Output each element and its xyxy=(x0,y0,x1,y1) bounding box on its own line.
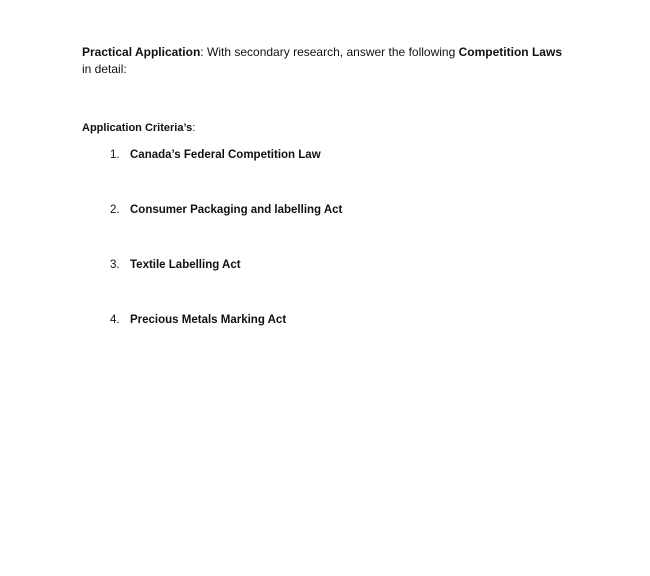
criteria-item-number: 2. xyxy=(110,204,120,216)
criteria-item xyxy=(110,313,342,368)
criteria-item-text: Precious Metals Marking Act xyxy=(130,314,287,326)
criteria-heading-label: Application Criteria’s xyxy=(82,122,193,134)
criteria-item-number: 1. xyxy=(110,149,120,161)
criteria-list xyxy=(110,148,342,368)
intro-label-colon: : xyxy=(200,45,204,59)
intro-text-before: With secondary research, answer the following xyxy=(203,45,459,59)
intro-paragraph xyxy=(82,44,562,78)
criteria-item xyxy=(110,203,342,258)
intro-emphasis: Competition Laws xyxy=(458,45,562,59)
criteria-heading-colon: : xyxy=(192,122,196,134)
criteria-heading xyxy=(82,121,195,135)
intro-label: Practical Application xyxy=(82,45,201,59)
criteria-item xyxy=(110,148,342,203)
criteria-item xyxy=(110,258,342,313)
criteria-item-text: Textile Labelling Act xyxy=(130,259,241,271)
criteria-item-number: 3. xyxy=(110,259,120,271)
intro-text-after: in detail: xyxy=(82,62,127,76)
criteria-item-text: Canada’s Federal Competition Law xyxy=(130,149,321,161)
criteria-item-text: Consumer Packaging and labelling Act xyxy=(130,204,343,216)
criteria-item-number: 4. xyxy=(110,314,120,326)
